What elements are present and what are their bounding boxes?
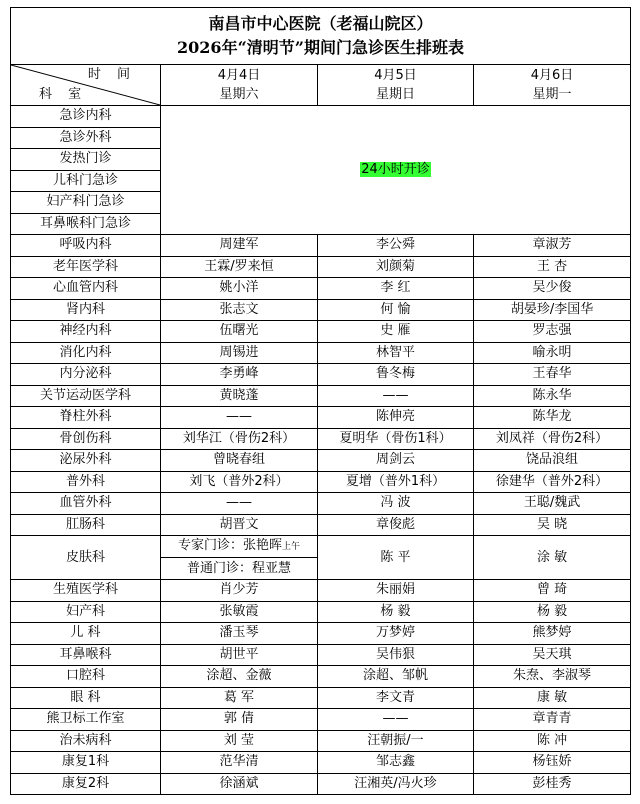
table-row — [11, 278, 631, 300]
table-row — [11, 623, 631, 645]
emergency-note-cell — [161, 106, 631, 235]
doctor-cell: 王霖/罗来恒 — [161, 256, 318, 278]
dept-cell: 儿科门急诊 — [11, 170, 161, 192]
dept-cell: 发热门诊 — [11, 149, 161, 171]
doctor-cell: —— — [161, 407, 318, 429]
doctor-cell: 周剑云 — [318, 450, 474, 472]
doctor-cell: 李勇峰 — [161, 364, 318, 386]
dept-cell: 呼吸内科 — [11, 235, 161, 257]
table-row — [11, 709, 631, 731]
table-row — [11, 342, 631, 364]
title-line1: 南昌市中心医院（老福山院区） — [208, 14, 433, 33]
dept-cell: 耳鼻喉科 — [11, 644, 161, 666]
doctor-cell: 章俊彪 — [318, 514, 474, 536]
dept-cell: 治未病科 — [11, 730, 161, 752]
table-row — [11, 321, 631, 343]
doctor-cell: 刘飞（普外2科） — [161, 471, 318, 493]
doctor-cell: 陈伸亮 — [318, 407, 474, 429]
doctor-cell: 朱焘、李淑琴 — [474, 666, 631, 688]
doctor-cell: 冯 波 — [318, 493, 474, 515]
header-row — [11, 65, 631, 106]
table-row — [11, 256, 631, 278]
doctor-cell: 吴 晓 — [474, 514, 631, 536]
skin-group — [11, 536, 631, 580]
doctor-cell: 李文青 — [318, 687, 474, 709]
doctor-cell: 范华清 — [161, 752, 318, 774]
table-row — [11, 644, 631, 666]
dept-cell: 泌尿外科 — [11, 450, 161, 472]
doctor-cell: 朱丽娟 — [318, 580, 474, 602]
doctor-cell: 周锡进 — [161, 342, 318, 364]
doctor-cell: 鲁冬梅 — [318, 364, 474, 386]
doctor-cell: 夏明华（骨伤1科） — [318, 428, 474, 450]
time-label: 时 间 — [87, 67, 136, 82]
dept-cell: 熊卫标工作室 — [11, 709, 161, 731]
dept-cell: 肛肠科 — [11, 514, 161, 536]
doctor-cell: —— — [161, 493, 318, 515]
day-header-3 — [474, 65, 631, 106]
dept-cell: 皮肤科 — [11, 536, 161, 580]
dept-cell: 耳鼻喉科门急诊 — [11, 213, 161, 235]
dept-cell: 关节运动医学科 — [11, 385, 161, 407]
table-row — [11, 536, 631, 558]
dept-cell: 老年医学科 — [11, 256, 161, 278]
doctor-cell: 罗志强 — [474, 321, 631, 343]
doctor-cell: —— — [318, 709, 474, 731]
doctor-cell: 葛 军 — [161, 687, 318, 709]
doctor-cell: 杨钰娇 — [474, 752, 631, 774]
doctor-cell: 周建军 — [161, 235, 318, 257]
schedule-table — [10, 7, 631, 795]
doctor-cell: 涂超、金薇 — [161, 666, 318, 688]
doctor-cell: 吴少俊 — [474, 278, 631, 300]
doctor-cell: 杨 毅 — [474, 601, 631, 623]
table-row — [11, 687, 631, 709]
doctor-cell: —— — [318, 385, 474, 407]
skin-expert-cell — [161, 536, 318, 558]
table-row — [11, 601, 631, 623]
dept-cell: 康复2科 — [11, 773, 161, 795]
doctor-cell: 涂 敏 — [474, 536, 631, 580]
doctor-cell: 吴天琪 — [474, 644, 631, 666]
title-line2: 2026年“清明节”期间门急诊医生排班表 — [177, 38, 464, 57]
table-row — [11, 407, 631, 429]
doctor-cell: 万梦婷 — [318, 623, 474, 645]
doctor-cell: 胡晏珍/李国华 — [474, 299, 631, 321]
doctor-cell: 刘凤祥（骨伤2科） — [474, 428, 631, 450]
table-row — [11, 235, 631, 257]
doctor-cell: 潘玉琴 — [161, 623, 318, 645]
table-row — [11, 299, 631, 321]
table-row — [11, 493, 631, 515]
dept-cell: 口腔科 — [11, 666, 161, 688]
day-date: 4月5日 — [374, 68, 417, 83]
doctor-cell: 饶品浪组 — [474, 450, 631, 472]
doctor-cell: 曾晓春组 — [161, 450, 318, 472]
doctor-cell: 彭桂秀 — [474, 773, 631, 795]
dept-cell: 康复1科 — [11, 752, 161, 774]
day-date: 4月4日 — [217, 68, 261, 83]
doctor-cell: 肖少芳 — [161, 580, 318, 602]
doctor-cell: 陈永华 — [474, 385, 631, 407]
doctor-cell: 黄晓蓬 — [161, 385, 318, 407]
table-row — [11, 364, 631, 386]
doctor-cell: 陈 平 — [318, 536, 474, 580]
table-row — [11, 666, 631, 688]
dept-cell: 普外科 — [11, 471, 161, 493]
dept-cell: 脊柱外科 — [11, 407, 161, 429]
rows-group-a — [11, 235, 631, 536]
dept-cell: 眼 科 — [11, 687, 161, 709]
doctor-cell: 章淑芳 — [474, 235, 631, 257]
doctor-cell: 陈华龙 — [474, 407, 631, 429]
dept-cell: 急诊内科 — [11, 106, 161, 128]
day-date: 4月6日 — [530, 68, 574, 83]
table-row — [11, 106, 631, 128]
emergency-note: 24小时开诊 — [361, 162, 430, 177]
dept-cell: 血管外科 — [11, 493, 161, 515]
skin-expert: 专家门诊：张艳晖 — [177, 538, 282, 553]
doctor-cell: 刘华江（骨伤2科） — [161, 428, 318, 450]
table-row — [11, 385, 631, 407]
dept-cell: 儿 科 — [11, 623, 161, 645]
page-title — [11, 8, 631, 65]
doctor-cell: 徐建华（普外2科） — [474, 471, 631, 493]
dept-cell: 妇产科 — [11, 601, 161, 623]
dept-label: 科 室 — [39, 87, 88, 102]
day-weekday: 星期六 — [219, 87, 259, 102]
rows-group-b — [11, 580, 631, 795]
day-header-2 — [318, 65, 474, 106]
dept-cell: 心血管内科 — [11, 278, 161, 300]
doctor-cell: 李 红 — [318, 278, 474, 300]
table-row — [11, 450, 631, 472]
dept-cell: 消化内科 — [11, 342, 161, 364]
dept-cell: 生殖医学科 — [11, 580, 161, 602]
doctor-cell: 陈 冲 — [474, 730, 631, 752]
doctor-cell: 涂超、邹帆 — [318, 666, 474, 688]
skin-general-cell: 普通门诊：程亚慧 — [161, 558, 318, 580]
dept-cell: 急诊外科 — [11, 127, 161, 149]
table-row — [11, 580, 631, 602]
table-row — [11, 471, 631, 493]
doctor-cell: 杨 毅 — [318, 601, 474, 623]
day-weekday: 星期日 — [375, 87, 415, 102]
dept-cell: 骨创伤科 — [11, 428, 161, 450]
doctor-cell: 汪湘英/冯火珍 — [318, 773, 474, 795]
doctor-cell: 王聪/魏武 — [474, 493, 631, 515]
doctor-cell: 姚小洋 — [161, 278, 318, 300]
table-row — [11, 773, 631, 795]
doctor-cell: 喻永明 — [474, 342, 631, 364]
doctor-cell: 王 杏 — [474, 256, 631, 278]
doctor-cell: 吴伟狠 — [318, 644, 474, 666]
doctor-cell: 刘 莹 — [161, 730, 318, 752]
table-row — [11, 730, 631, 752]
doctor-cell: 何 愉 — [318, 299, 474, 321]
doctor-cell: 康 敏 — [474, 687, 631, 709]
doctor-cell: 汪朝振/一 — [318, 730, 474, 752]
doctor-cell: 史 雁 — [318, 321, 474, 343]
doctor-cell: 徐涵斌 — [161, 773, 318, 795]
doctor-cell: 曾 琦 — [474, 580, 631, 602]
table-row — [11, 514, 631, 536]
doctor-cell: 伍曙光 — [161, 321, 318, 343]
doctor-cell: 林智平 — [318, 342, 474, 364]
dept-cell: 神经内科 — [11, 321, 161, 343]
table-row — [11, 428, 631, 450]
doctor-cell: 李公舜 — [318, 235, 474, 257]
dept-cell: 肾内科 — [11, 299, 161, 321]
doctor-cell: 胡晋文 — [161, 514, 318, 536]
doctor-cell: 王春华 — [474, 364, 631, 386]
doctor-cell: 邹志鑫 — [318, 752, 474, 774]
doctor-cell: 郭 倩 — [161, 709, 318, 731]
doctor-cell: 张志文 — [161, 299, 318, 321]
doctor-cell: 张敏霞 — [161, 601, 318, 623]
table-row — [11, 752, 631, 774]
doctor-cell: 熊梦婷 — [474, 623, 631, 645]
dept-cell: 内分泌科 — [11, 364, 161, 386]
doctor-cell: 章青青 — [474, 709, 631, 731]
schedule-sheet — [10, 7, 630, 795]
doctor-cell: 夏增（普外1科） — [318, 471, 474, 493]
skin-expert-suffix: 上午 — [282, 542, 301, 552]
day-header-1 — [161, 65, 318, 106]
doctor-cell: 刘颜菊 — [318, 256, 474, 278]
day-weekday: 星期一 — [532, 87, 572, 102]
corner-header-cell — [11, 65, 161, 106]
doctor-cell: 胡世平 — [161, 644, 318, 666]
dept-cell: 妇产科门急诊 — [11, 192, 161, 214]
